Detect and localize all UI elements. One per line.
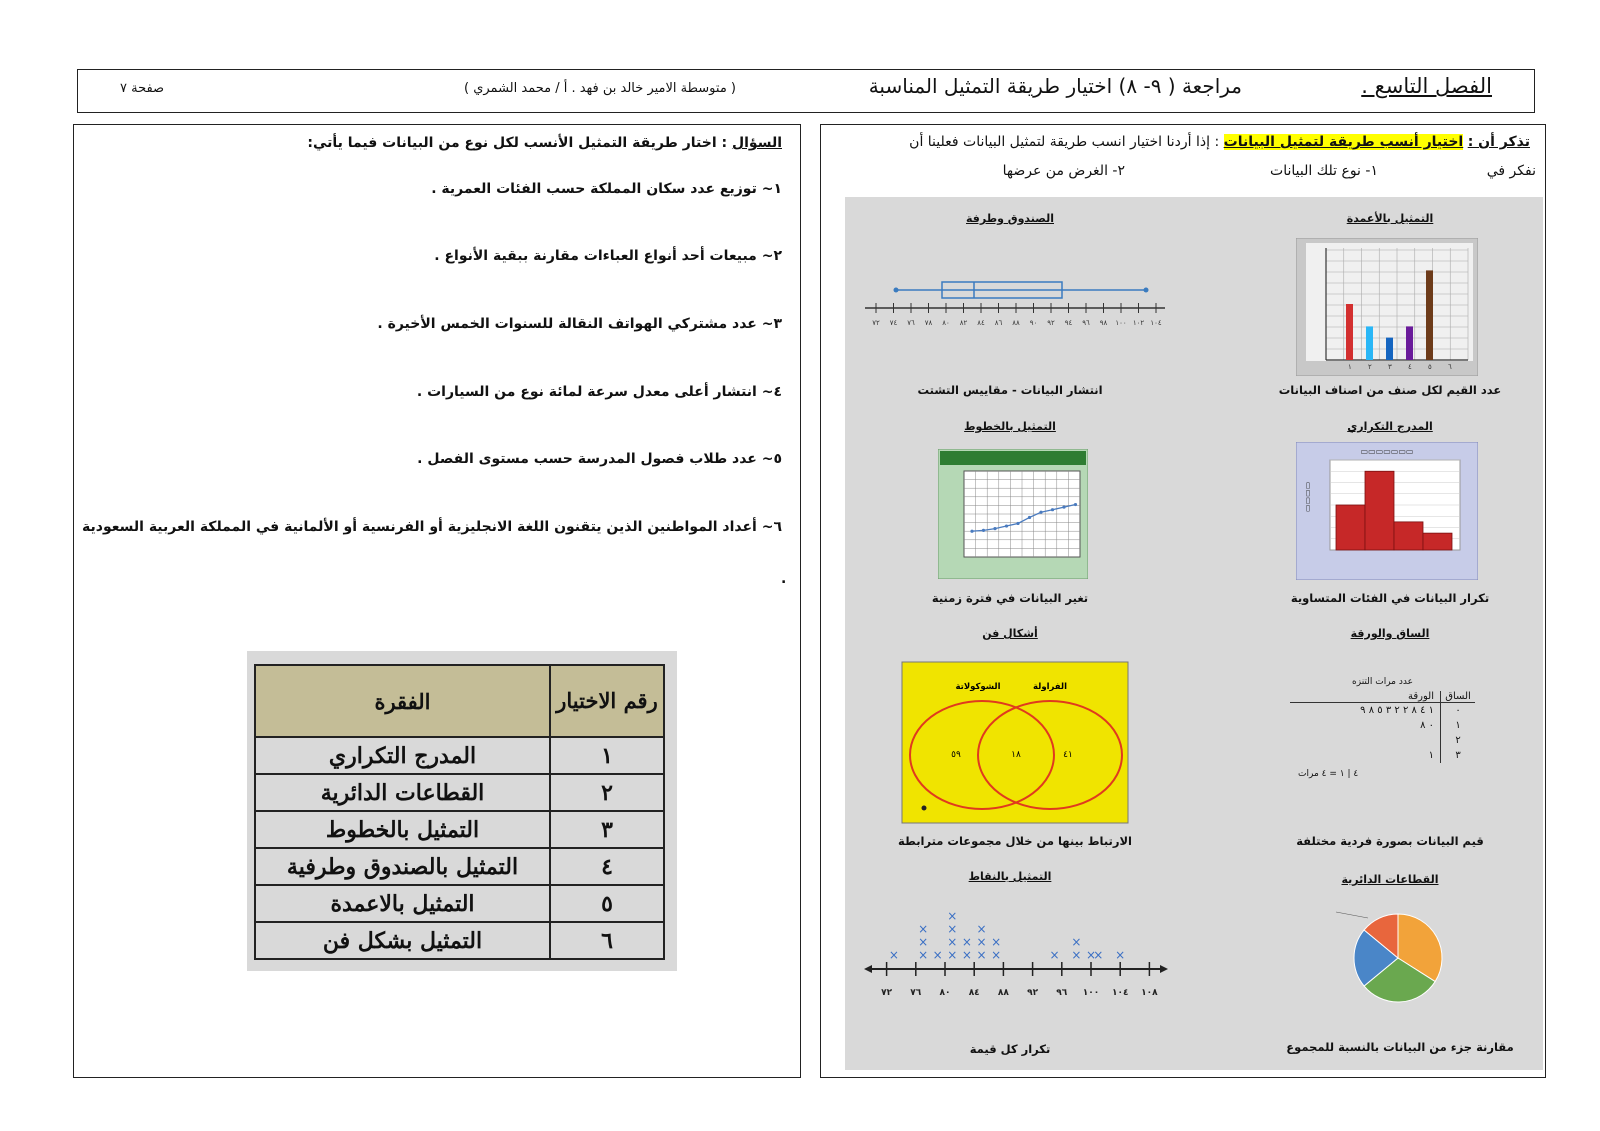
question-label: السؤال [731,135,782,151]
dotplot-mark: × [918,935,929,949]
bar [1346,304,1353,360]
reminder-label: تذكر أن : [1467,134,1530,150]
question-item-1: ١~ توزيع عدد سكان المملكة حسب الفئات العمرية . [431,181,782,197]
venn-left-value: ٥٩ [951,750,961,760]
histogram-bar [1423,533,1452,550]
boxplot-tick-label: ٩٦ [1082,319,1090,327]
options-row [255,922,664,959]
options-row-text: التمثيل بالاعمدة [255,885,550,922]
bar [1406,326,1413,360]
options-row-num: ٥ [550,885,664,922]
boxplot-tick-label: ٨٤ [977,319,985,327]
svg-text:▭▭▭▭: ▭▭▭▭ [1303,481,1312,512]
bar [1386,338,1393,360]
venn-left-label: الشوكولاتة [955,682,1001,692]
line-point [1016,522,1019,525]
boxplot-tick-label: ٧٤ [889,319,898,327]
boxplot-tick-label: ١٠٠ [1115,319,1127,327]
dotplot-mark: × [1071,935,1082,949]
dotplot-mark: × [1115,948,1126,962]
histogram-bar [1394,522,1423,550]
page-header [77,69,1535,113]
dotplot-tick-label: ٨٨ [997,988,1009,998]
chart-title-stemleaf: الساق والورقة [1350,627,1430,640]
stemleaf-title: عدد مرات التنزه [1352,677,1413,687]
dotplot-tick-label: ٧٦ [910,988,922,998]
histogram-chart [1296,442,1478,580]
options-row [255,885,664,922]
dot-plot [860,905,1170,1005]
dotplot-tick-label: ١٠٨ [1141,988,1158,998]
dotplot-mark: × [1085,948,1097,962]
options-row-num: ٤ [550,848,664,885]
bar-chart [1296,238,1478,376]
venn-right-value: ٤١ [1063,750,1073,760]
dotplot-mark: × [888,948,899,962]
venn-diagram [900,660,1130,825]
reminder-highlight: اختيار أنسب طريقة لتمثيل البيانات [1223,134,1464,150]
question-item-5: ٥~ عدد طلاب فصول المدرسة حسب مستوى الفصل . [417,451,782,467]
options-row-num: ٣ [550,811,664,848]
question-item-6: ٦~ أعداد المواطنين الذين يتقنون اللغة الانجليزية أو الفرنسية أو الألمانية في المملكة العربية السعودية [82,519,782,535]
chart-title-pie: القطاعات الدائرية [1341,873,1439,886]
dotplot-tick-label: ١٠٠ [1082,988,1100,998]
venn-right-label: الفراولة [1032,682,1068,692]
dotplot-mark: × [976,935,987,949]
options-row-text: القطاعات الدائرية [255,774,550,811]
chart-caption-pie: مقارنة جزء من البيانات بالنسبة للمجموع [1286,1040,1514,1054]
question-item-4: ٤~ انتشار أعلى معدل سرعة لمائة نوع من السيارات . [416,384,782,400]
chart-caption-stemleaf: قيم البيانات بصورة فردية مختلفة [1296,834,1484,848]
line-point [970,530,973,533]
dotplot-mark: × [1049,948,1060,962]
chart-caption-histogram: تكرار البيانات في الفئات المتساوية [1290,591,1490,605]
dotplot-mark: × [947,922,958,936]
boxplot-max [1144,288,1149,293]
chart-caption-line: تغير البيانات في فترة زمنية [931,591,1089,605]
pie-chart [1328,900,1468,1018]
dotplot-mark: × [918,922,929,936]
options-row-text: التمثيل بالخطوط [255,811,550,848]
line-point [1062,506,1065,509]
options-row-num: ١ [550,737,664,774]
stemleaf-row [1290,748,1475,763]
dotplot-mark: × [976,948,987,962]
bar-category-label: ٥ [1428,363,1432,371]
stemleaf-leaves [1434,733,1440,748]
bar [1426,270,1433,360]
dotplot-mark: × [918,948,929,962]
stemleaf-leaf-head: الورقة [1408,691,1434,702]
bar-category-label: ٢ [1368,363,1372,371]
dotplot-mark: × [961,948,972,962]
chart-title-histogram: المدرج التكراري [1347,420,1433,433]
boxplot-tick-label: ٨٨ [1012,319,1020,327]
line-chart [938,449,1088,579]
chart-caption-bars: عدد القيم لكل صنف من اصناف البيانات [1278,383,1502,397]
boxplot-tick-label: ٩٢ [1047,319,1055,327]
chart-title-venn: أشكال فن [982,627,1038,640]
chart-title-dotplot: التمثيل بالنقاط [968,870,1052,883]
svg-text:▭▭▭▭▭▭▭: ▭▭▭▭▭▭▭ [1360,447,1414,456]
dotplot-mark: × [991,935,1002,949]
boxplot-tick-label: ٨٢ [959,319,968,327]
chart-title-bars: التمثيل بالأعمدة [1346,212,1434,225]
options-row-num: ٦ [550,922,664,959]
stemleaf-row [1290,733,1475,748]
dotplot-mark: × [947,909,958,923]
stemleaf-stem: ٢ [1440,733,1475,748]
bar [1366,326,1373,360]
stemleaf-row [1290,718,1475,733]
dotplot-mark: × [1093,948,1104,962]
boxplot-tick-label: ١٠٢ [1132,319,1145,327]
school-name: ( متوسطة الامير خالد بن فهد . أ / محمد الشمري ) [464,81,736,96]
dotplot-mark: × [947,948,958,962]
line-point [982,529,985,532]
reminder-text: : إذا أردنا اختيار انسب طريقة لتمثيل البيانات فعلينا أن [909,134,1220,150]
boxplot-tick-label: ٧٦ [907,319,915,327]
line-point [1028,516,1031,519]
dotplot-mark: × [961,935,972,949]
question-text: : اختار طريقة التمثيل الأنسب لكل نوع من البيانات فيما يأتي: [307,135,728,151]
boxplot-min [894,288,899,293]
chart-caption-venn: الارتباط بينها من خلال مجموعات مترابطة [898,834,1132,848]
boxplot-tick-label: ٧٢ [872,319,880,327]
stemleaf-leaves: ٠ ٨ [1420,720,1434,731]
boxplot-tick-label: ٩٨ [1099,319,1108,327]
venn-middle-value: ١٨ [1011,750,1021,760]
stemleaf-stem-head: الساق [1440,691,1475,702]
boxplot-tick-label: ١٠٤ [1150,319,1162,327]
reminder-think: نفكر في [1486,163,1536,179]
trailing-dot: . [781,571,787,587]
line-point [1005,524,1008,527]
options-head-num: رقم الاختيار [550,665,664,737]
chart-caption-dotplot: تكرار كل قيمة [969,1042,1051,1056]
bar-category-label: ٤ [1408,363,1412,371]
stemleaf-display [1290,677,1475,792]
dotplot-mark: × [976,922,987,936]
chart-title-line: التمثيل بالخطوط [964,420,1056,433]
line-point [1074,503,1077,506]
stemleaf-row [1290,703,1475,718]
dotplot-tick-label: ٩٦ [1056,988,1068,998]
reminder-line-1 [909,134,1530,150]
dotplot-tick-label: ٨٠ [939,988,951,998]
bar-category-label: ١ [1348,363,1352,371]
line-point [993,527,996,530]
boxplot-tick-label: ٨٠ [942,319,950,327]
question-item-3: ٣~ عدد مشتركي الهواتف النقالة للسنوات الخمس الأخيرة . [377,316,782,332]
options-row [255,811,664,848]
bar-category-label: ٦ [1448,363,1452,371]
options-row-num: ٢ [550,774,664,811]
stemleaf-leaves: ١ [1428,750,1434,761]
boxplot-tick-label: ٩٠ [1029,319,1038,327]
options-row [255,737,664,774]
dotplot-tick-label: ١٠٤ [1111,988,1129,998]
dotplot-tick-label: ٩٢ [1027,988,1039,998]
options-table-header [255,665,664,737]
boxplot-tick-label: ٧٨ [924,319,933,327]
chart-caption-boxplot: انتشار البيانات - مقاييس التشتت [917,383,1103,397]
question-heading [307,135,782,151]
options-head-item: الفقرة [255,665,550,737]
reminder-point-1: ١- نوع تلك البيانات [1270,163,1378,179]
stemleaf-stem: ٠ [1440,703,1475,718]
bar-category-label: ٣ [1388,363,1392,371]
options-table [254,664,665,960]
stemleaf-stem: ٣ [1440,748,1475,763]
dotplot-mark: × [947,935,958,949]
options-row-text: التمثيل بالصندوق وطرفية [255,848,550,885]
options-row [255,774,664,811]
review-title: مراجعة ( ٩- ٨) اختيار طريقة التمثيل المناسبة [868,74,1242,98]
dotplot-tick-label: ٧٢ [881,988,893,998]
line-point [1051,508,1054,511]
dotplot-mark: × [1071,948,1082,962]
boxplot-tick-label: ٨٦ [994,319,1003,327]
question-item-2: ٢~ مبيعات أحد أنواع العباءات مقارنة ببقية الأنواع . [434,248,782,264]
reminder-point-2: ٢- الغرض من عرضها [1002,163,1125,179]
box-plot [860,278,1170,338]
histogram-bar [1365,471,1394,550]
stemleaf-rows [1290,703,1475,763]
dotplot-tick-label: ٨٤ [968,988,980,998]
line-point [1039,511,1042,514]
options-row [255,848,664,885]
dotplot-mark: × [932,948,943,962]
chapter-title: الفصل التاسع . [1361,74,1492,98]
stemleaf-stem: ١ [1440,718,1475,733]
histogram-bar [1336,505,1365,550]
boxplot-tick-label: ٩٤ [1064,319,1073,327]
options-row-text: المدرج التكراري [255,737,550,774]
options-row-text: التمثيل بشكل فن [255,922,550,959]
stemleaf-leaves: ١ ٤ ٨ ٢ ٢ ٣ ٥ ٨ ٩ [1360,705,1434,716]
stemleaf-key: ٤ | ١ = ٤ مرات [1298,769,1359,779]
chart-title-boxplot: الصندوق وطرفة [966,212,1054,225]
page-number: صفحة ٧ [120,81,165,96]
dotplot-mark: × [991,948,1002,962]
